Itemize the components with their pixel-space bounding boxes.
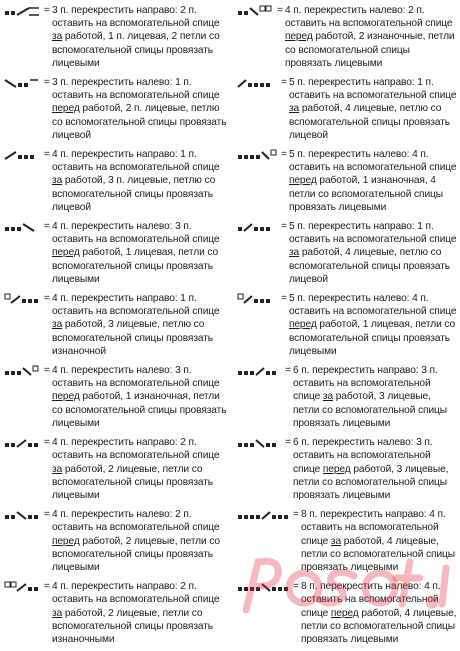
legend-entry — [4, 580, 232, 646]
legend-entry — [4, 292, 232, 358]
equals-sign: = — [281, 221, 287, 233]
cable-6-right-symbol-icon — [237, 365, 283, 377]
legend-text: 4 п. перекрестить направо: 1 п. оставить на вспомогательной спице за работой, 3 лицевые, петлю со вспомогательной спицы провязать изнаночной — [51, 293, 220, 357]
legend-entry — [4, 4, 232, 70]
cable-6-left-symbol-icon — [237, 437, 283, 449]
cable-2x2-right-symbol-icon — [4, 437, 42, 449]
equals-sign: = — [293, 581, 299, 593]
legend-text: 5 п. перекрестить направо: 1 п. оставить на вспомогательной спице за работой, 4 лицевые, петлю со вспомогательной спицы провязать лицевой — [288, 77, 457, 141]
legend-text: 8 п. перекрестить направо: 4 п. оставить на вспомогательной спице за работой, 4 лицевые, петли со вспомогательной спицы провязать лицевыми — [300, 509, 455, 573]
equals-sign: = — [44, 293, 50, 305]
legend-entry — [4, 148, 232, 214]
equals-sign: = — [281, 149, 287, 161]
cable-4-right-purl-symbol-icon — [4, 293, 42, 305]
equals-sign: = — [293, 509, 299, 521]
legend-text: 4 п. перекрестить направо: 2 п. оставить на вспомогательной спице за работой, 2 лицевые, петли со вспомогательной спицы провязать изнаночными — [51, 581, 220, 645]
legend-text: 4 п. перекрестить налево: 2 п. оставить на вспомогательной спице перед работой, 2 лицевые, петли со вспомогательной спицы провязать лицевыми — [51, 509, 220, 573]
cable-2x2-left-symbol-icon — [4, 509, 42, 521]
cable-2x2-left-purl-symbol-icon — [237, 5, 275, 17]
cable-4-right-symbol-icon — [4, 149, 42, 161]
left-column — [4, 4, 232, 651]
legend-entry — [237, 148, 459, 214]
cable-2x2-right-purl-symbol-icon — [4, 581, 42, 593]
equals-sign: = — [281, 293, 287, 305]
cable-4-left-symbol-icon — [4, 221, 42, 233]
legend-entry — [4, 220, 232, 286]
legend-text: 6 п. перекрестить направо: 3 п. оставить на вспомогательной спице за работой, 3 лицевые, петли со вспомогательной спицы провязать лицевыми — [292, 365, 447, 429]
equals-sign: = — [44, 509, 50, 521]
cable-5-left-purl-symbol-icon — [237, 149, 279, 161]
cable-8-right-symbol-icon — [237, 509, 291, 521]
cable-3-left-symbol-icon — [4, 77, 42, 89]
legend-entry — [4, 508, 232, 574]
legend-text: 4 п. перекрестить налево: 2 п. оставить на вспомогательной спице перед работой, 2 изнаночные, петли со вспомогательной спицы провязать лицевыми — [284, 5, 455, 69]
legend-text: 4 п. перекрестить направо: 1 п. оставить на вспомогательной спице за работой, 3 п. лицевые, петлю со вспомогательной спицы провязать лицевой — [51, 149, 220, 213]
cable-3-right-symbol-icon — [4, 5, 42, 17]
cable-5-right-symbol-icon — [237, 221, 279, 233]
equals-sign: = — [44, 5, 50, 16]
legend-entry — [237, 4, 459, 70]
legend-entry — [237, 580, 459, 646]
legend-entry — [4, 76, 232, 142]
legend-entry — [237, 508, 459, 574]
legend-entry — [237, 364, 459, 430]
legend-entry — [4, 364, 232, 430]
equals-sign: = — [44, 77, 50, 89]
legend-entry — [4, 436, 232, 502]
equals-sign: = — [285, 437, 291, 449]
equals-sign: = — [281, 77, 287, 89]
legend-text: 5 п. перекрестить налево: 4 п. оставить на вспомогательной спице перед работой, 1 изнаночная, 4 петли со вспомогательной спицы провязать лицевыми — [288, 149, 457, 213]
legend-text: 5 п. перекрестить направо: 1 п. оставить на вспомогательной спице за работой, 4 лицевые, петлю со вспомогательной спицы провязать лицевой — [288, 221, 457, 285]
cable-5-left-symbol-icon — [237, 293, 279, 305]
cable-5-right-symbol-icon — [237, 77, 279, 89]
right-column — [237, 4, 459, 651]
legend-text: 4 п. перекрестить направо: 2 п. оставить на вспомогательной спице за работой, 2 лицевые, петли со вспомогательной спицы провязать лицевыми — [51, 437, 220, 501]
legend-text: 5 п. перекрестить налево: 4 п. оставить на вспомогательной спице перед работой, 1 лицевая, петли со вспомогательной спицы провязать лицевыми — [288, 293, 457, 357]
legend-entry — [237, 220, 459, 286]
legend-entry — [237, 436, 459, 502]
equals-sign: = — [44, 581, 50, 593]
equals-sign: = — [44, 149, 50, 161]
equals-sign: = — [44, 221, 50, 233]
legend-text: 3 п. перекрестить налево: 1 п. оставить на вспомогательной спице перед работой, 2 п. лицевые, петлю со вспомогательной спицы провязать лицевой — [51, 77, 227, 141]
equals-sign: = — [285, 365, 291, 377]
equals-sign: = — [277, 5, 283, 16]
legend-text: 8 п. перекрестить налево: 4 п. оставить на вспомогательной спице перед работой, 4 лицевые, петли со вспомогательной спицы провязать лицевыми — [300, 581, 457, 645]
legend-text: 6 п. перекрестить налево: 3 п. оставить на вспомогательной спице перед работой, 3 лицевые, петли со вспомогательной спицы провязать лицевыми — [292, 437, 449, 501]
legend-entry — [237, 76, 459, 142]
legend-text: 4 п. перекрестить налево: 3 п. оставить на вспомогательной спице перед работой, 1 лицевая, петли со вспомогательной спицы провязать лицевыми — [51, 221, 220, 285]
equals-sign: = — [44, 437, 50, 449]
legend-text: 4 п. перекрестить налево: 3 п. оставить на вспомогательной спице перед работой, 1 изнаночная, петли со вспомогательной спицы провязать лицевыми — [51, 365, 227, 429]
cable-8-left-symbol-icon — [237, 581, 291, 593]
cable-4-left-purl-symbol-icon — [4, 365, 42, 377]
legend-entry — [237, 292, 459, 358]
legend-text: 3 п. перекрестить направо: 2 п. оставить на вспомогательной спице за работой, 1 п. лицевая, 2 петли со вспомогательной спицы провязать лицевыми — [51, 5, 220, 69]
equals-sign: = — [44, 365, 50, 377]
